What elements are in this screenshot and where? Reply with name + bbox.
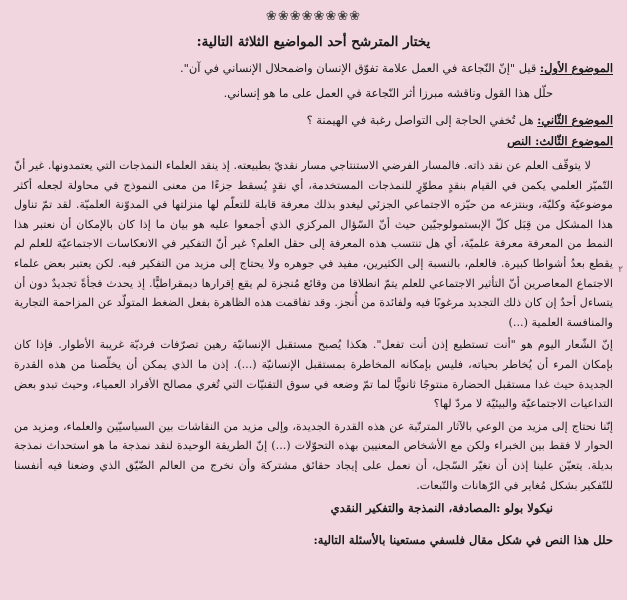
topic-2: [14, 110, 613, 131]
topic-1: [14, 58, 613, 79]
topic-3: [14, 131, 613, 152]
topic-1-text: قيل "إنّ النّجاعة في العمل علامة تفوّق الإنسان واضمحلال الإنساني في آن".: [180, 61, 540, 75]
topic-3-label: الموضوع الثّالث: النص: [507, 134, 613, 148]
topic-1-subtext: حلّل هذا القول وناقشه مبرزا أثر النّجاعة في العمل على ما هو إنساني.: [223, 86, 553, 100]
topic-1-label: الموضوع الأول:: [539, 61, 613, 75]
edge-mark: ٢: [618, 265, 623, 275]
text-paragraph-3: إنّنا نحتاج إلى مزيد من الوعي بالآثار المترتّبة عن هذه القدرة الجديدة، وإلى مزيد من النقاشات بين السياسيّين والعلماء، ومزيد من الحوار لا فقط بين الخبراء ولكن مع الأشخاص المعنيين بهذه التحوّلات (...) إنّ الطريقة الوحيدة لنقد نمذجة ما هو استحداث نمذجة بديلة. يتعيّن علينا إذن أن نغيّر السّجل، أن نعمل على إيجاد حقائق مشتركة وأن نخرج من العالم الضّيّق الذي وضعنا فيه أنفسنا للتّفكير بشكل مُغاير في الرّهانات والتّبعات.: [14, 419, 613, 492]
topic-2-text: هل تُخفي الحاجة إلى التواصل رغبة في الهيمنة ؟: [306, 113, 538, 127]
text-paragraph-2: إنّ الشّعار اليوم هو "أنت تستطيع إذن أنت تفعل". هكذا يُصبح مستقبل الإنسانيّة رهين تصرّفات فرديّة غريبة الأطوار. فإذا كان بإمكان المرء أن يُخاطر بحياته، فليس بإمكانه المخاطرة بمستقبل الإنسانيّة (...). إذن ما الذي يمكن أن يخلّصنا من هذه القدرة الجديدة حيث غدا مستقبل الحضارة منتوجًا ثانويًّا لما تمّ وضعه في سوق التقنيّات التي تُغري مصالح الأفراد العمياء، وحيث تبدو بعض التداعيات الاجتماعيّة والبيئيّة لا مردّ لها؟: [14, 338, 613, 411]
ornament-divider: ❀❀❀❀❀❀❀❀: [265, 9, 362, 24]
text-author: نيكولا بولو :المصادفة، النمذجة والتفكير النقدي: [330, 501, 553, 516]
text-paragraph-1: لا يتوقّف العلم عن نقد ذاته. فالمسار الفرضي الاستنتاجي مسار نقديّ بطبيعته. إذ ينقد العلماء النمذجات التي يعتمدونها. غير أنّ التّميّز العلمي يكمن في القيام بنقدٍ مطوّرٍ للنمذجات المستخدمة، أي نقدٍ يُسقط جزءًا من معنى النموذج في محاولة لجعله أكثر موضوعيّة وكليّة، وبنتزعه من حيّزه الاجتماعي الجزئي ليغدو بذلك معرفة قابلة للتعلّم لها منزلتها في المدوّنة العلميّة. لقد تمّ تناول هذا المشكل من قِبَل كلّ الإبستمولوجيّين حيث أنّ السّؤال المركزي الذي أجمعوا عليه هو بيان ما إذا كان بالإمكان أن نعتبر هذا النمط من المعرفة معرفة علميّة، أي هل تنتسب هذه المعرفة إلى حقل العلم؟ غير أنّ التفكير في الانعكاسات الاجتماعيّة للعلم لم يقطع بعدُ أشواطا كبيرة. فالعلم، بالنسبة إلى الكثيرين، مفيد في جوهره ولا يحتاج إلى مزيد من التفكير فيه. لكن يعتبر بعض علماء الاجتماع المعاصرين أنّ التأثير الاجتماعي للعلم يتمّ انطلاقا من وقائع مُنجزة لم يقع إقرارها ديمقراطيًّا. إذ يحدث فجأةً تجديدٌ دون أن يتساءل أحدٌ إن كان ذلك التجديد مرغوبًا فيه ولفائدة من أُنجز. وقد تفاقمت هذه الظاهرة بفعل الضغط المتولّد عن المزاحمة التجارية والمنافسة العلمية (...): [14, 159, 613, 329]
question-line: حلل هذا النص في شكل مقال فلسفي مستعينا بالأسئلة التالية:: [313, 533, 613, 548]
page-title: يختار المترشح أحد المواضيع الثلاثة التالية:: [196, 34, 431, 50]
text-body: [14, 156, 613, 495]
topic-2-label: الموضوع الثّاني:: [537, 113, 613, 127]
